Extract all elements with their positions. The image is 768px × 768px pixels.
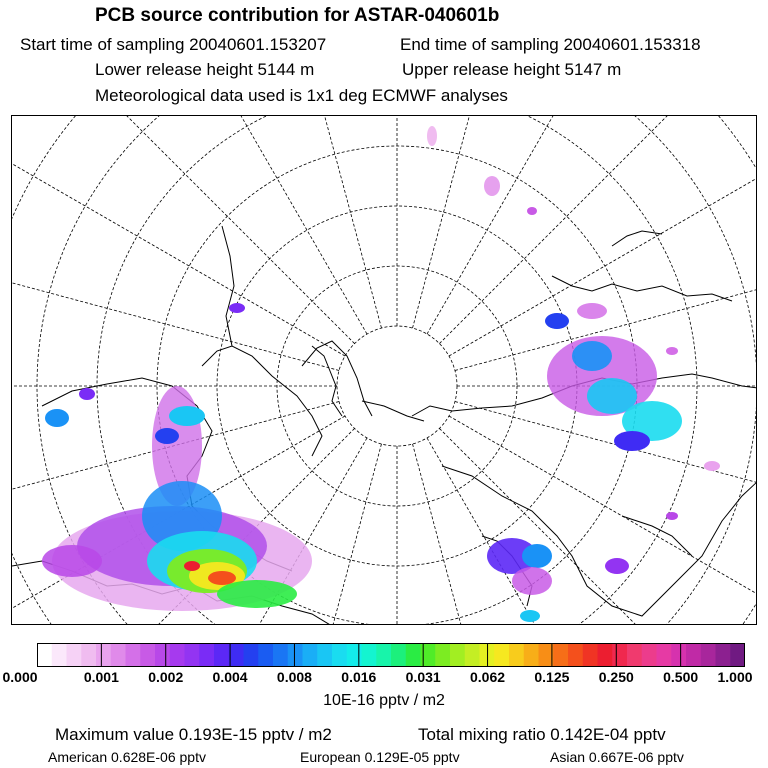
colorbar-tick-label: 0.500 bbox=[663, 669, 699, 685]
colorbar-swatch bbox=[317, 643, 332, 667]
colorbar-swatch bbox=[199, 643, 214, 667]
colorbar-swatch bbox=[450, 643, 465, 667]
colorbar-swatch bbox=[568, 643, 583, 667]
colorbar-swatch bbox=[96, 643, 111, 667]
colorbar-tick-label: 0.016 bbox=[341, 669, 377, 685]
colorbar-swatch bbox=[642, 643, 657, 667]
colorbar-swatch bbox=[612, 643, 627, 667]
asian-contribution-label: Asian 0.667E-06 pptv bbox=[550, 749, 684, 765]
colorbar-swatch bbox=[214, 643, 229, 667]
colorbar-swatch bbox=[465, 643, 480, 667]
colorbar-tick-label: 0.000 bbox=[2, 669, 38, 685]
colorbar-swatch bbox=[170, 643, 185, 667]
figure-title: PCB source contribution for ASTAR-040601b bbox=[95, 5, 500, 26]
american-contribution-label: American 0.628E-06 pptv bbox=[48, 749, 206, 765]
colorbar bbox=[37, 643, 745, 667]
colorbar-tick-label: 0.125 bbox=[534, 669, 570, 685]
colorbar-swatch bbox=[671, 643, 686, 667]
colorbar-swatch bbox=[598, 643, 613, 667]
colorbar-swatch bbox=[273, 643, 288, 667]
colorbar-swatch bbox=[332, 643, 347, 667]
colorbar-swatch bbox=[126, 643, 141, 667]
colorbar-swatch bbox=[185, 643, 200, 667]
colorbar-swatch bbox=[229, 643, 244, 667]
colorbar-swatch bbox=[391, 643, 406, 667]
total-mixing-ratio-label: Total mixing ratio 0.142E-04 pptv bbox=[418, 725, 666, 744]
colorbar-tick-label: 0.001 bbox=[83, 669, 119, 685]
colorbar-swatch bbox=[362, 643, 377, 667]
colorbar-swatch bbox=[52, 643, 67, 667]
colorbar-swatch bbox=[81, 643, 96, 667]
lower-height-label: Lower release height 5144 m bbox=[95, 60, 315, 79]
colorbar-swatch bbox=[37, 643, 52, 667]
colorbar-swatch bbox=[524, 643, 539, 667]
colorbar-tick-label: 0.062 bbox=[470, 669, 506, 685]
colorbar-swatch bbox=[657, 643, 672, 667]
colorbar-tick-label: 0.008 bbox=[276, 669, 312, 685]
colorbar-units: 10E-16 pptv / m2 bbox=[323, 692, 445, 709]
colorbar-swatch bbox=[347, 643, 362, 667]
north-pole-circle bbox=[337, 326, 457, 446]
colorbar-swatch bbox=[716, 643, 731, 667]
colorbar-swatch bbox=[553, 643, 568, 667]
colorbar-swatch bbox=[258, 643, 273, 667]
colorbar-swatch bbox=[583, 643, 598, 667]
colorbar-tick-label: 0.002 bbox=[148, 669, 184, 685]
colorbar-tick-label: 1.000 bbox=[717, 669, 753, 685]
colorbar-tick-label: 0.250 bbox=[598, 669, 634, 685]
european-contribution-label: European 0.129E-05 pptv bbox=[300, 749, 460, 765]
colorbar-swatch bbox=[730, 643, 745, 667]
colorbar-swatch bbox=[288, 643, 303, 667]
maximum-value-label: Maximum value 0.193E-15 pptv / m2 bbox=[55, 725, 332, 744]
colorbar-swatch bbox=[67, 643, 82, 667]
colorbar-swatch bbox=[111, 643, 126, 667]
colorbar-swatch bbox=[627, 643, 642, 667]
colorbar-swatch bbox=[686, 643, 701, 667]
upper-height-label: Upper release height 5147 m bbox=[402, 60, 622, 79]
colorbar-swatch bbox=[435, 643, 450, 667]
colorbar-tick-label: 0.004 bbox=[212, 669, 248, 685]
concentration-field bbox=[42, 126, 720, 622]
colorbar-swatch bbox=[509, 643, 524, 667]
colorbar-swatch bbox=[406, 643, 421, 667]
polar-map bbox=[11, 115, 757, 625]
colorbar-swatch bbox=[701, 643, 716, 667]
met-data-label: Meteorological data used is 1x1 deg ECMWF analyses bbox=[95, 86, 508, 105]
colorbar-swatch bbox=[303, 643, 318, 667]
start-time-label: Start time of sampling 20040601.153207 bbox=[20, 35, 327, 54]
colorbar-swatch bbox=[140, 643, 155, 667]
colorbar-swatch bbox=[376, 643, 391, 667]
colorbar-swatch bbox=[244, 643, 259, 667]
colorbar-swatch bbox=[155, 643, 170, 667]
colorbar-tick-label: 0.031 bbox=[405, 669, 441, 685]
end-time-label: End time of sampling 20040601.153318 bbox=[400, 35, 701, 54]
colorbar-swatch bbox=[494, 643, 509, 667]
